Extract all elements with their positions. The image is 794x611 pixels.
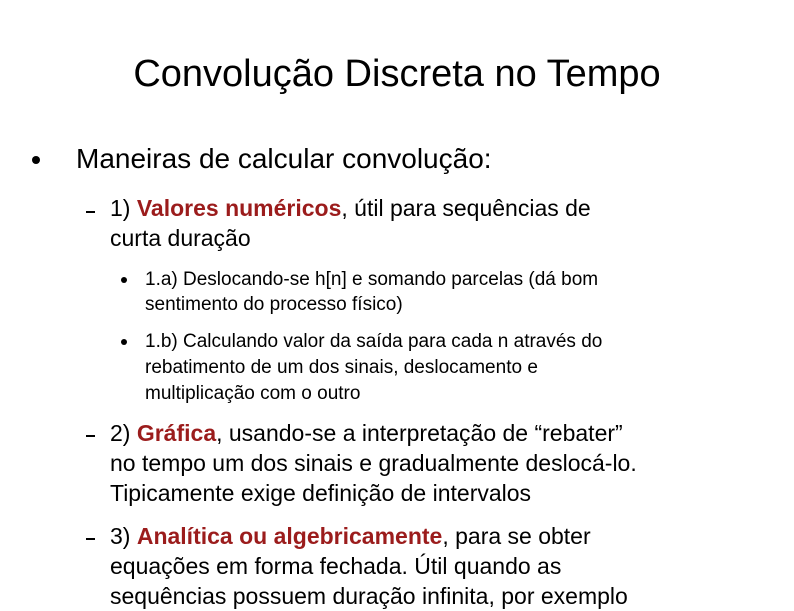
bullet-dash-icon [86, 538, 95, 540]
item3-line3: sequências possuem duração infinita, por exemplo [110, 583, 628, 609]
item2-highlight: Gráfica [136, 420, 217, 446]
sub-b-line3: multiplicação com o outro [145, 383, 361, 404]
item2-line2: no tempo um dos sinais e gradualmente deslocá-lo. [110, 450, 637, 476]
bullet-dash-icon [86, 435, 95, 437]
item1-highlight: Valores numéricos [136, 195, 342, 221]
level1-heading: Maneiras de calcular convolução: [76, 143, 492, 174]
sub-a-line1: 1.a) Deslocando-se h[n] e somando parcelas (dá bom [145, 269, 599, 290]
item2-line3: Tipicamente exige definição de intervalos [110, 480, 532, 506]
sub-b-line2: rebatimento de um dos sinais, deslocamento e [145, 357, 538, 378]
sub-a-line2: sentimento do processo físico) [145, 294, 403, 315]
item3-line2: equações em forma fechada. Útil quando as [110, 553, 562, 579]
item2-prefix: 2) [110, 420, 137, 446]
item1-line2: curta duração [110, 225, 251, 251]
bullet-dot-icon [121, 339, 127, 345]
sub-b-line1: 1.b) Calculando valor da saída para cada n através do [145, 331, 603, 352]
item3-highlight: Analítica ou algebricamente [136, 523, 443, 549]
bullet-dash-icon [86, 211, 95, 213]
bullet-dot-icon [32, 156, 40, 164]
item1-prefix: 1) [110, 195, 137, 221]
bullet-dot-icon [121, 277, 127, 283]
item3-line1-rest: , para se obter [442, 523, 591, 549]
item3-line1 [110, 521, 591, 551]
item1-line1 [110, 193, 591, 223]
item2-line1-rest: , usando-se a interpretação de “rebater” [216, 420, 623, 446]
item1-line1-rest: , útil para sequências de [341, 195, 591, 221]
item2-line1 [110, 418, 623, 448]
slide-title: Convolução Discreta no Tempo [133, 53, 661, 95]
item3-prefix: 3) [110, 523, 137, 549]
